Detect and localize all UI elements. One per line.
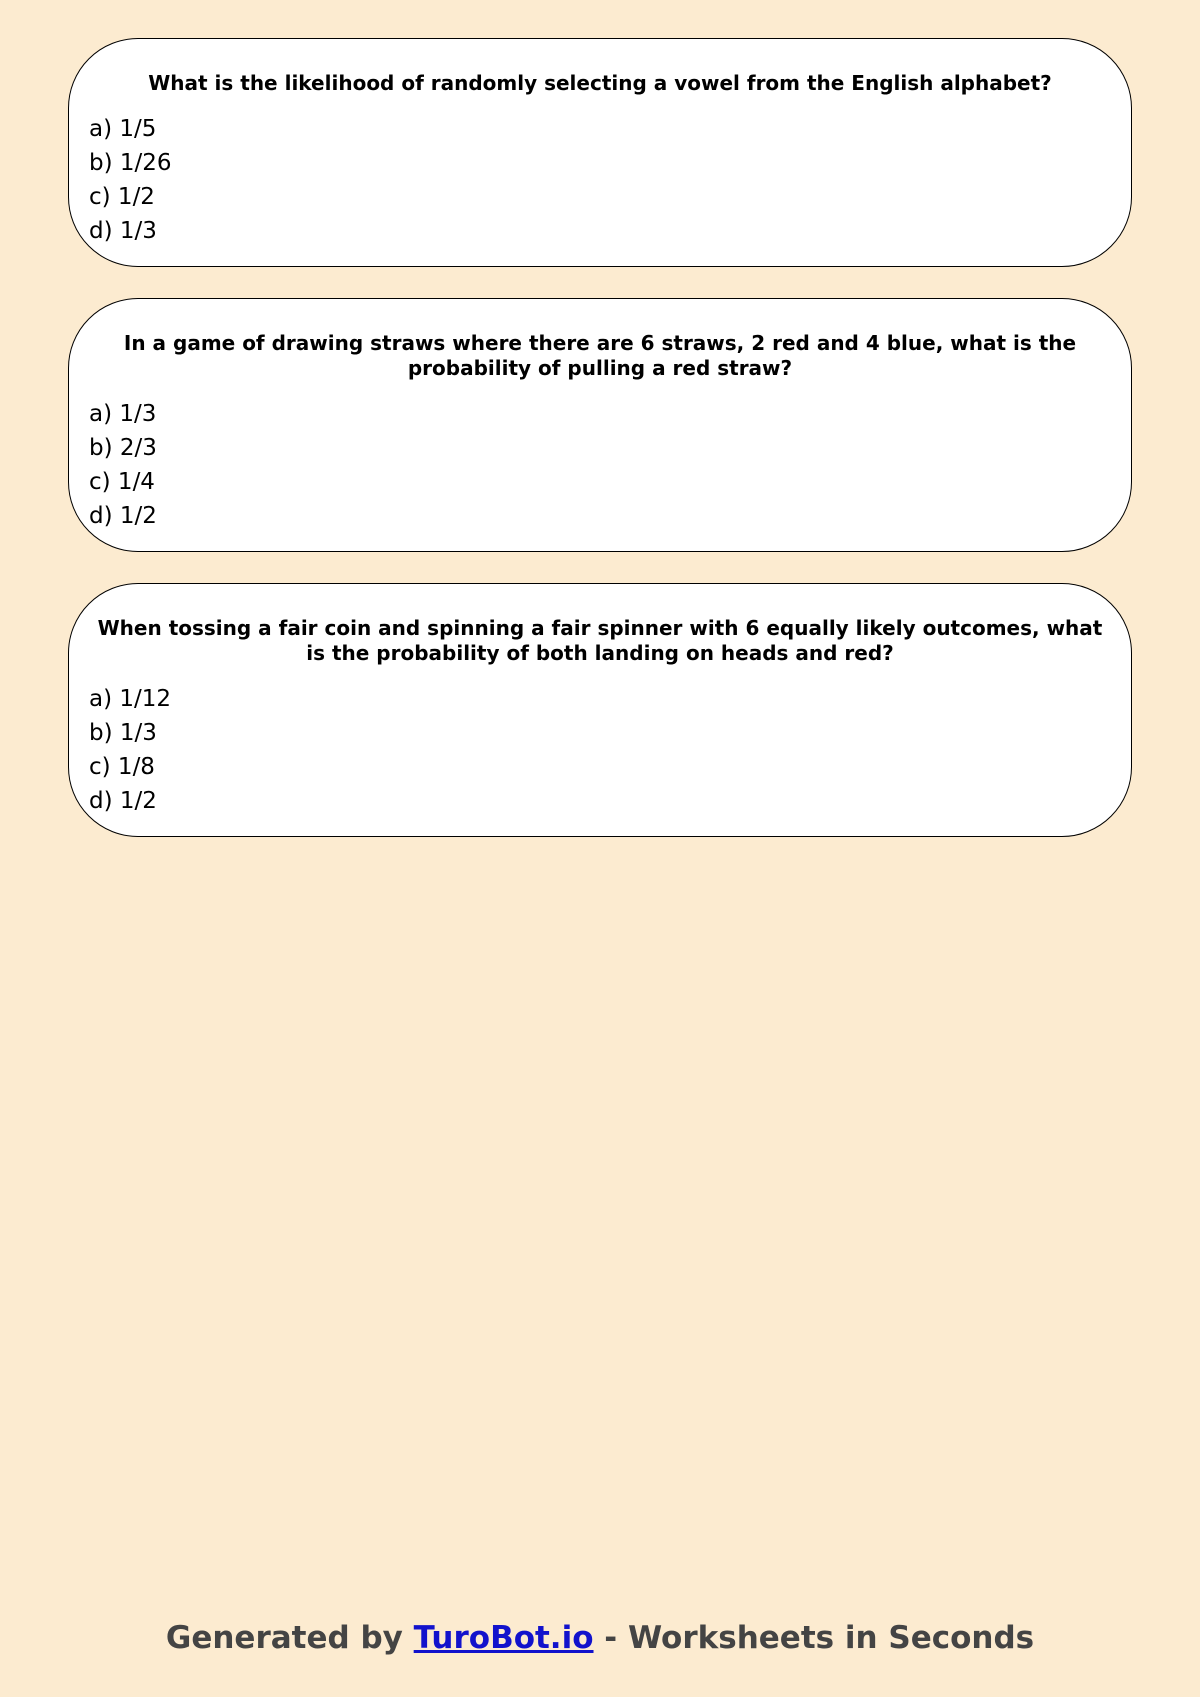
answer-option-d: d) 1/2 bbox=[89, 788, 157, 814]
question-text: What is the likelihood of randomly selecting a vowel from the English alphabet? bbox=[148, 71, 1052, 95]
answer-option-c: c) 1/8 bbox=[89, 754, 155, 780]
answer-option-c: c) 1/2 bbox=[89, 184, 155, 210]
question-card-3 bbox=[68, 583, 1132, 837]
answer-options bbox=[89, 682, 1111, 818]
footer-prefix: Generated by bbox=[165, 1620, 414, 1656]
answer-option-c: c) 1/4 bbox=[89, 469, 155, 495]
answer-option-b: b) 2/3 bbox=[89, 435, 157, 461]
turobot-link[interactable]: TuroBot.io bbox=[413, 1620, 594, 1656]
answer-option-a: a) 1/5 bbox=[89, 116, 157, 142]
footer-suffix: - Worksheets in Seconds bbox=[593, 1620, 1035, 1656]
answer-options bbox=[89, 112, 1111, 248]
answer-option-a: a) 1/3 bbox=[89, 401, 157, 427]
answer-option-b: b) 1/26 bbox=[89, 150, 172, 176]
answer-option-b: b) 1/3 bbox=[89, 720, 157, 746]
answer-option-a: a) 1/12 bbox=[89, 686, 172, 712]
answer-option-d: d) 1/2 bbox=[89, 503, 157, 529]
question-text: In a game of drawing straws where there are 6 straws, 2 red and 4 blue, what is the probability of pulling a red straw? bbox=[123, 331, 1077, 380]
question-text: When tossing a fair coin and spinning a fair spinner with 6 equally likely outcomes, what is the probability of both landing on heads and red? bbox=[97, 616, 1103, 665]
question-card-2 bbox=[68, 298, 1132, 552]
answer-option-d: d) 1/3 bbox=[89, 218, 157, 244]
answer-options bbox=[89, 397, 1111, 533]
footer-credit bbox=[0, 1620, 1200, 1656]
question-list bbox=[68, 38, 1132, 868]
question-card-1 bbox=[68, 38, 1132, 267]
